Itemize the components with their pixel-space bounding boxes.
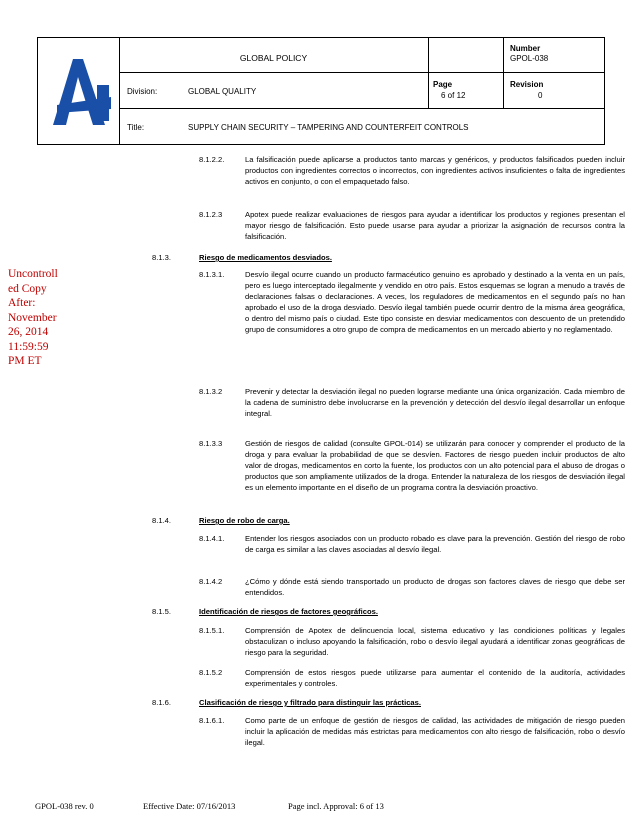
division-label: Division: xyxy=(127,87,158,96)
item-number: 8.1.3.1. xyxy=(199,270,225,279)
item-number: 8.1.4.1. xyxy=(199,534,225,543)
stamp-line: 26, 2014 xyxy=(8,326,49,338)
footer-effective-date: Effective Date: 07/16/2013 xyxy=(143,801,236,811)
item-number: 8.1.5.1. xyxy=(199,626,225,635)
number-label: Number xyxy=(510,44,541,53)
revision-label: Revision xyxy=(510,80,544,89)
item-number: 8.1.2.2. xyxy=(199,155,225,164)
item-text: Entender los riesgos asociados con un producto robado es clave para la prevención. Gestión del riesgo de robo de carga es similar a las claves asociadas al desvío ilegal. xyxy=(245,534,625,554)
item-text: Apotex puede realizar evaluaciones de riesgos para ayudar a identificar los productos y regiones presentan el mayor riesgo de falsificación. Esto puede usarse para ayudar a priorizar la asignación de recursos contra la falsificación. xyxy=(245,210,625,241)
section-heading: Riesgo de robo de carga. xyxy=(199,516,290,525)
stamp-line: ed Copy xyxy=(8,282,47,295)
item-number: 8.1.4.2 xyxy=(199,577,223,586)
footer-page-count: Page incl. Approval: 6 of 13 xyxy=(288,801,384,811)
item-text: Prevenir y detectar la desviación ilegal no pueden lograrse mediante una única organización. Cada miembro de la cadena de suministro debe involucrarse en la prevención y detección del desvío ilegal desarrollar un enfoque integral. xyxy=(245,387,625,418)
item-text: ¿Cómo y dónde está siendo transportado un producto de drogas son factores claves de riesgo que debe ser entendidos. xyxy=(245,577,625,597)
section-heading: Identificación de riesgos de factores geográficos. xyxy=(199,607,378,616)
item-text: La falsificación puede aplicarse a productos tanto marcas y genéricos, y productos falsificados pueden incluir productos con ingredientes correctos o incorrectos, con ingredientes activos insuficientes o falta de ingredientes activos en conjunto, o con el empaquetado falso. xyxy=(245,155,625,186)
item-number: 8.1.5.2 xyxy=(199,668,223,677)
item-number: 8.1.3.2 xyxy=(199,387,223,396)
stamp-line: Uncontroll xyxy=(8,268,58,280)
stamp-line: 11:59:59 xyxy=(8,340,49,353)
item-number: 8.1.3.3 xyxy=(199,439,223,448)
header-title: GLOBAL POLICY xyxy=(239,53,308,63)
item-number: 8.1.2.3 xyxy=(199,210,223,219)
section-number: 8.1.4. xyxy=(152,516,171,525)
section-number: 8.1.6. xyxy=(152,698,171,707)
number-value: GPOL-038 xyxy=(510,54,549,63)
title-label: Title: xyxy=(127,123,145,132)
section-heading: Clasificación de riesgo y filtrado para distinguir las prácticas. xyxy=(199,698,421,707)
revision-value: 0 xyxy=(538,91,543,100)
title-value: SUPPLY CHAIN SECURITY – TAMPERING AND COUNTERFEIT CONTROLS xyxy=(188,123,469,132)
stamp-line: November xyxy=(8,311,57,324)
item-text: Gestión de riesgos de calidad (consulte GPOL-014) se utilizarán para conocer y comprender el producto de la droga y para evaluar la probabilidad de que se desvíen. Factores de riesgo pueden incluir productos de alto valor de drogas, medicamentos en corto la fuente, los productos con un alto potencial para el abuso de drogas o productos que son ampliamente utilizados de la droga. Entender la naturaleza de los riesgos de desviación ilegal es un elemento importante en el diseño de un programa contra la desviación proactivo. xyxy=(245,439,625,492)
item-text: Comprensión de estos riesgos puede utilizarse para aumentar el contenido de la auditoría, actividades experimentales y controles. xyxy=(245,668,625,688)
page-value: 6 of 12 xyxy=(441,91,466,100)
item-text: Como parte de un enfoque de gestión de riesgos de calidad, las actividades de mitigación de riesgo pueden incluir la aplicación de medidas más estrictas para medicamentos con alto riesgo de falsificación, robo o desvío ilegal. xyxy=(245,716,625,747)
item-text: Desvío ilegal ocurre cuando un producto farmacéutico genuino es aprobado y destinado a la venta en un país, pero es luego interceptado ilegalmente y vendido en otro país. Estos esquemas se logran a menudo a través de declaraciones falsas o declaraciones. A veces, los reguladores de medicamentos en el segundo país no han aprobado el uso de la droga desviado. Desvío ilegal también puede ocurrir dentro de la misma área geográfica, o dentro del mismo país o ciudad. Este tipo consiste en desviar medicamentos con descuento de un pretendido grupo de consumidores a otro grupo de compra de medicamentos en un mercado abierto y no reglamentado. xyxy=(245,270,625,334)
footer-doc-id: GPOL-038 rev. 0 xyxy=(35,801,94,811)
item-number: 8.1.6.1. xyxy=(199,716,225,725)
section-number: 8.1.3. xyxy=(152,253,171,262)
stamp-line: After: xyxy=(8,297,36,309)
section-heading: Riesgo de medicamentos desviados. xyxy=(199,253,332,262)
item-text: Comprensión de Apotex de delincuencia local, sistema educativo y las condiciones políticas y legales obstaculizan o incluso apoyando la falsificación, robo o desvío ilegal ayudará a identificar zonas geográficas de riesgo para la seguridad. xyxy=(245,626,625,657)
section-number: 8.1.5. xyxy=(152,607,171,616)
stamp-line: PM ET xyxy=(8,355,42,367)
page-label: Page xyxy=(433,80,453,89)
division-value: GLOBAL QUALITY xyxy=(188,87,257,96)
